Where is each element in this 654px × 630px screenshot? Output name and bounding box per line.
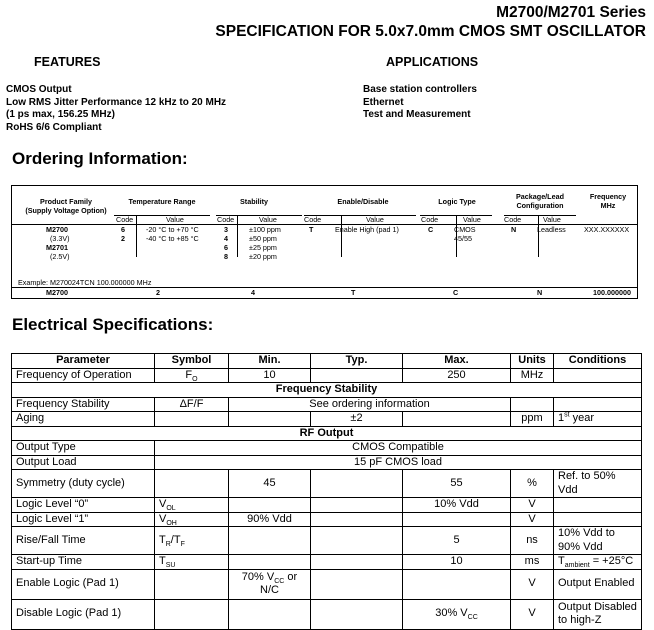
section-row	[12, 383, 642, 398]
conditions: 1st year	[554, 412, 642, 427]
stability-value: ±100 ppm	[249, 225, 281, 234]
max: 30% $V_{CC}$	[403, 599, 511, 629]
units: ns	[511, 527, 554, 555]
table-row	[12, 527, 642, 555]
table-row	[12, 397, 642, 412]
col-symbol: Symbol	[155, 354, 229, 369]
min: 90% Vdd	[229, 512, 311, 527]
logic-code: C	[428, 225, 434, 234]
subhdr-code: Code	[504, 215, 522, 224]
conditions	[554, 368, 642, 383]
features-list	[6, 84, 226, 134]
hdr-logic-type: Logic Type	[438, 197, 476, 206]
feature-item: (1 ps max, 156.25 MHz)	[6, 109, 115, 121]
section-row	[12, 426, 642, 441]
units: V	[511, 498, 554, 513]
subhdr-value: Value	[543, 215, 561, 224]
electrical-table	[11, 353, 642, 630]
package-code: N	[511, 225, 517, 234]
col-conditions: Conditions	[554, 354, 642, 369]
temp-code: 2	[121, 234, 125, 243]
param: Frequency Stability	[12, 397, 155, 412]
product-name: M2701	[46, 243, 68, 252]
typ	[311, 569, 403, 599]
units: ppm	[511, 412, 554, 427]
hdr-package-lead: Package/Lead	[516, 192, 564, 201]
col-units: Units	[511, 354, 554, 369]
max: 55	[403, 470, 511, 498]
conditions	[554, 512, 642, 527]
param: Symmetry (duty cycle)	[12, 470, 155, 498]
param: Frequency of Operation	[12, 368, 155, 383]
min	[229, 555, 311, 570]
param: Logic Level “0”	[12, 498, 155, 513]
feature-item: Low RMS Jitter Performance 12 kHz to 20 MHz	[6, 96, 227, 108]
max: 10	[403, 555, 511, 570]
typ	[311, 498, 403, 513]
hdr-stability: Stability	[240, 197, 268, 206]
span-value: See ordering information	[229, 397, 511, 412]
units: V	[511, 569, 554, 599]
max	[403, 569, 511, 599]
units: %	[511, 470, 554, 498]
table-row	[12, 368, 642, 383]
symbol	[155, 569, 229, 599]
hdr-product-family: Product Family	[40, 197, 92, 206]
temp-value: -40 °C to +85 °C	[146, 234, 199, 243]
min	[229, 527, 311, 555]
col-parameter: Parameter	[12, 354, 155, 369]
units	[511, 397, 554, 412]
example-label: Example: M270024TCN 100.000000 MHz	[18, 278, 152, 287]
span-value: 15 pF CMOS load	[155, 455, 642, 470]
stability-value: ±25 ppm	[249, 243, 277, 252]
param: Output Load	[12, 455, 155, 470]
temp-code: 6	[121, 225, 125, 234]
param: Logic Level “1”	[12, 512, 155, 527]
table-row	[12, 412, 642, 427]
stability-code: 3	[224, 225, 228, 234]
symbol: $F_O$	[155, 368, 229, 383]
enable-code: T	[309, 225, 314, 234]
symbol: $V_{OH}$	[155, 512, 229, 527]
section-frequency-stability: Frequency Stability	[12, 383, 642, 398]
example-enable: T	[351, 288, 356, 297]
hdr-enable-disable: Enable/Disable	[337, 197, 389, 206]
table-row	[12, 470, 642, 498]
electrical-title: Electrical Specifications:	[12, 315, 214, 334]
enable-value: Enable High (pad 1)	[335, 225, 399, 234]
feature-item: RoHS 6/6 Compliant	[6, 121, 102, 133]
feature-item: CMOS Output	[6, 84, 72, 95]
conditions: $T_{ambient} = +25^\circ C$	[554, 555, 642, 570]
units: MHz	[511, 368, 554, 383]
symbol: $T_{SU}$	[155, 555, 229, 570]
logic-value-2: 45/55	[454, 234, 472, 243]
min	[229, 498, 311, 513]
subhdr-value: Value	[259, 215, 277, 224]
param: Enable Logic (Pad 1)	[12, 569, 155, 599]
product-voltage: (3.3V)	[50, 234, 70, 243]
typ	[311, 512, 403, 527]
logic-value: CMOS	[454, 225, 476, 234]
example-temperature: 2	[156, 288, 160, 297]
hdr-frequency: Frequency	[589, 192, 627, 201]
features-heading: FEATURES	[34, 55, 101, 69]
conditions	[554, 498, 642, 513]
typ	[311, 470, 403, 498]
col-typ: Typ.	[311, 354, 403, 369]
symbol	[155, 412, 229, 427]
application-item: Base station controllers	[363, 84, 477, 95]
hdr-configuration: Configuration	[516, 201, 564, 210]
stability-code: 6	[224, 243, 228, 252]
application-item: Ethernet	[363, 96, 404, 108]
subhdr-value: Value	[166, 215, 184, 224]
param: Output Type	[12, 441, 155, 456]
typ: ±2	[311, 412, 403, 427]
example-package: N	[537, 288, 543, 297]
max	[403, 512, 511, 527]
symbol: $T_R/T_F$	[155, 527, 229, 555]
example-frequency: 100.000000	[593, 288, 631, 297]
section-rf-output: RF Output	[12, 426, 642, 441]
series-title: M2700/M2701 Series	[496, 4, 646, 21]
min: 45	[229, 470, 311, 498]
subhdr-code: Code	[421, 215, 439, 224]
units: ms	[511, 555, 554, 570]
subhdr-code: Code	[116, 215, 134, 224]
stability-value: ±20 ppm	[249, 252, 277, 261]
symbol: $V_{OL}$	[155, 498, 229, 513]
table-row	[12, 555, 642, 570]
min	[229, 412, 311, 427]
applications-list	[363, 84, 477, 122]
stability-code: 8	[224, 252, 228, 261]
example-stability: 4	[251, 288, 255, 297]
hdr-supply-voltage: (Supply Voltage Option)	[25, 206, 107, 215]
param: Start-up Time	[12, 555, 155, 570]
table-row	[12, 512, 642, 527]
col-max: Max.	[403, 354, 511, 369]
conditions: Output Enabled	[554, 569, 642, 599]
param: Disable Logic (Pad 1)	[12, 599, 155, 629]
max: 250	[403, 368, 511, 383]
symbol	[155, 470, 229, 498]
typ	[311, 555, 403, 570]
max	[403, 412, 511, 427]
subhdr-value: Value	[366, 215, 384, 224]
package-value: Leadless	[537, 225, 566, 234]
param: Aging	[12, 412, 155, 427]
example-product: M2700	[46, 288, 68, 297]
hdr-mhz: MHz	[600, 201, 616, 210]
stability-code: 4	[224, 234, 228, 243]
ordering-table	[11, 185, 638, 299]
conditions	[554, 397, 642, 412]
typ	[311, 599, 403, 629]
conditions: 10% Vdd to 90% Vdd	[554, 527, 642, 555]
product-voltage: (2.5V)	[50, 252, 70, 261]
max: 10% Vdd	[403, 498, 511, 513]
frequency-value: XXX.XXXXXX	[584, 225, 630, 234]
subhdr-code: Code	[304, 215, 322, 224]
units: V	[511, 512, 554, 527]
symbol: ΔF/F	[155, 397, 229, 412]
example-logic: C	[453, 288, 459, 297]
min	[229, 599, 311, 629]
symbol	[155, 599, 229, 629]
table-header-row	[12, 354, 642, 369]
table-row	[12, 455, 642, 470]
param: Rise/Fall Time	[12, 527, 155, 555]
application-item: Test and Measurement	[363, 109, 471, 121]
product-name: M2700	[46, 225, 68, 234]
applications-heading: APPLICATIONS	[386, 55, 479, 69]
span-value: CMOS Compatible	[155, 441, 642, 456]
table-row	[12, 599, 642, 629]
spec-title: SPECIFICATION FOR 5.0x7.0mm CMOS SMT OSCILLATOR	[215, 23, 646, 40]
table-row	[12, 498, 642, 513]
subhdr-value: Value	[463, 215, 481, 224]
stability-value: ±50 ppm	[249, 234, 277, 243]
conditions: Output Disabled to high-Z	[554, 599, 642, 629]
max: 5	[403, 527, 511, 555]
subhdr-code: Code	[217, 215, 235, 224]
typ	[311, 368, 403, 383]
min: 10	[229, 368, 311, 383]
temp-value: -20 °C to +70 °C	[146, 225, 199, 234]
col-min: Min.	[229, 354, 311, 369]
table-row	[12, 441, 642, 456]
typ	[311, 527, 403, 555]
table-row	[12, 569, 642, 599]
ordering-title: Ordering Information:	[12, 149, 188, 168]
hdr-temperature: Temperature Range	[128, 197, 196, 206]
units: V	[511, 599, 554, 629]
min: 70% $V_{CC}$ or N/C	[229, 569, 311, 599]
conditions: Ref. to 50% Vdd	[554, 470, 642, 498]
